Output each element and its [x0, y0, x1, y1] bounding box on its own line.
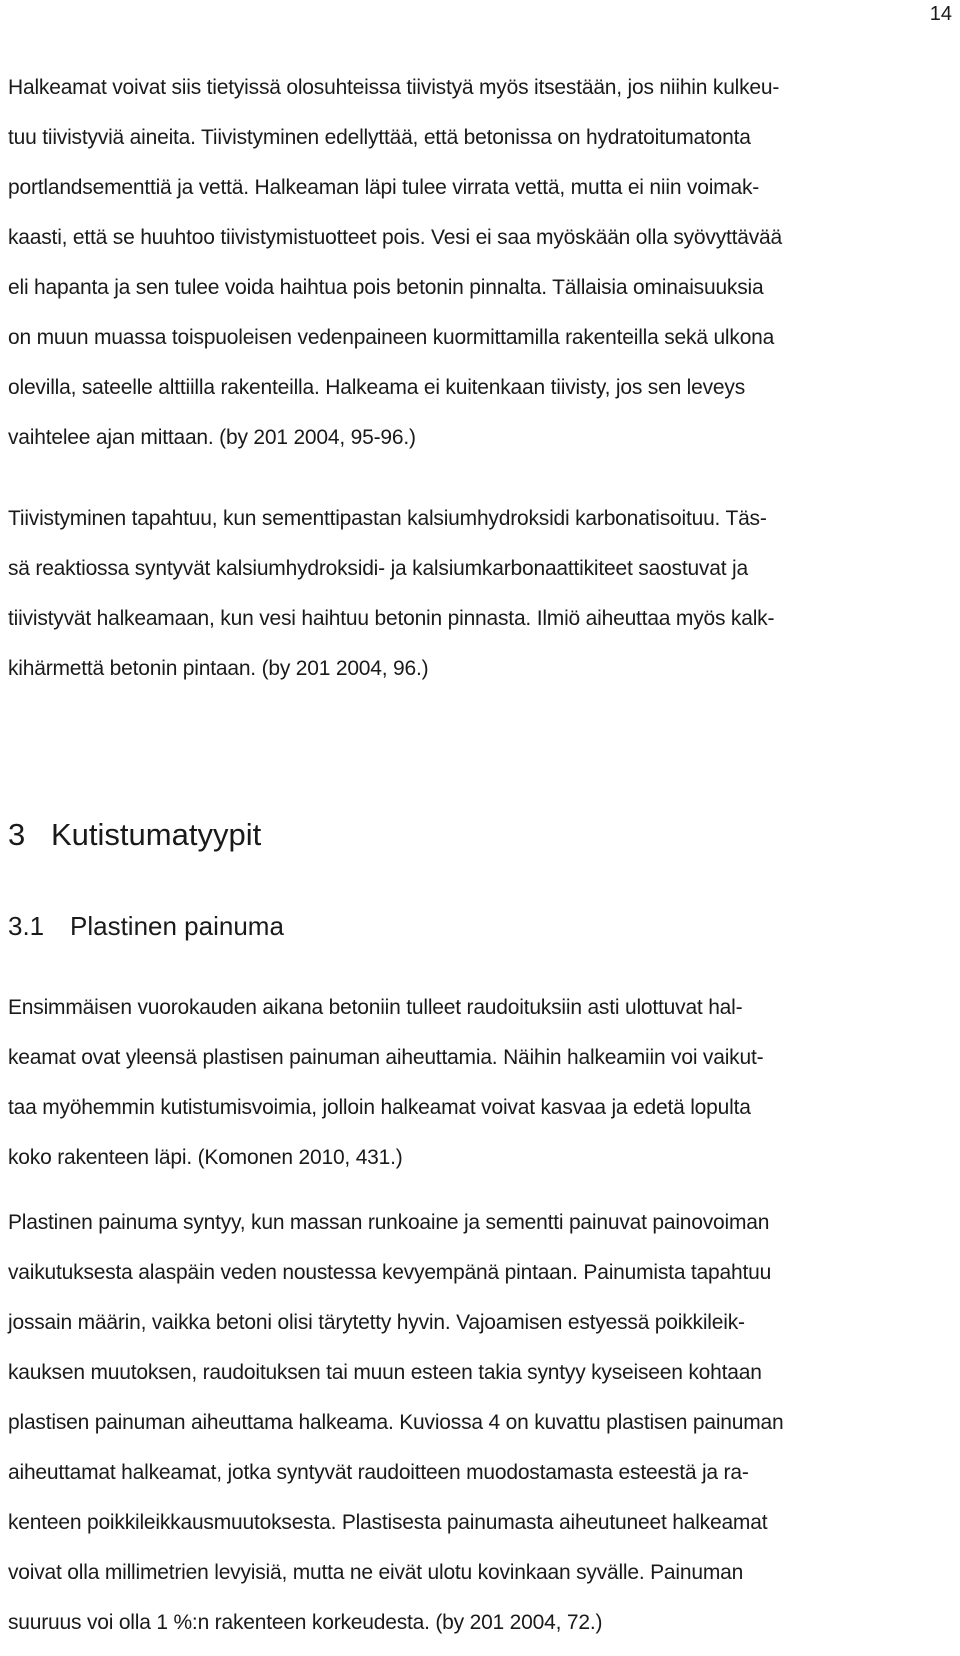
text-line: Tiivistyminen tapahtuu, kun sementtipastan kalsiumhydroksidi karbonatisoituu. Täs- — [8, 507, 767, 530]
text-line: vaikutuksesta alaspäin veden noustessa kevyempänä pintaan. Painumista tapahtuu — [8, 1261, 772, 1284]
paragraph-2 — [8, 494, 774, 694]
section-title: Kutistumatyypit — [51, 817, 262, 852]
subsection-number: 3.1 — [8, 911, 45, 941]
text-line: kihärmettä betonin pintaan. (by 201 2004, 96.) — [8, 657, 429, 680]
text-line: eli hapanta ja sen tulee voida haihtua pois betonin pinnalta. Tällaisia ominaisuuksia — [8, 276, 764, 299]
text-line: Halkeamat voivat siis tietyissä olosuhteissa tiivistyä myös itsestään, jos niihin kulkeu- — [8, 76, 780, 99]
text-line: voivat olla millimetrien levyisiä, mutta ne eivät ulotu kovinkaan syvälle. Painuman — [8, 1561, 744, 1584]
paragraph-1 — [8, 63, 782, 463]
text-line: suuruus voi olla 1 %:n rakenteen korkeudesta. (by 201 2004, 72.) — [8, 1611, 603, 1634]
text-line: olevilla, sateelle alttiilla rakenteilla. Halkeama ei kuitenkaan tiivisty, jos sen leveys — [8, 376, 746, 399]
text-line: kenteen poikkileikkausmuutoksesta. Plastisesta painumasta aiheutuneet halkeamat — [8, 1511, 768, 1534]
subsection-heading — [8, 909, 284, 943]
text-line: on muun muassa toispuoleisen vedenpaineen kuormittamilla rakenteilla sekä ulkona — [8, 326, 775, 349]
section-number: 3 — [8, 817, 26, 852]
paragraph-4 — [8, 1198, 784, 1648]
text-line: sä reaktiossa syntyvät kalsiumhydroksidi- ja kalsiumkarbonaattikiteet saostuvat ja — [8, 557, 748, 580]
text-line: aiheuttamat halkeamat, jotka syntyvät raudoitteen muodostamasta esteestä ja ra- — [8, 1461, 749, 1484]
section-heading — [8, 815, 261, 855]
text-line: kaasti, että se huuhtoo tiivistymistuotteet pois. Vesi ei saa myöskään olla syövyttävää — [8, 226, 783, 249]
text-line: kauksen muutoksen, raudoituksen tai muun esteen takia syntyy kyseiseen kohtaan — [8, 1361, 762, 1384]
text-line: koko rakenteen läpi. (Komonen 2010, 431.) — [8, 1146, 403, 1169]
subsection-title: Plastinen painuma — [70, 911, 284, 941]
text-line: vaihtelee ajan mittaan. (by 201 2004, 95-96.) — [8, 426, 416, 449]
text-line: portlandsementtiä ja vettä. Halkeaman läpi tulee virrata vettä, mutta ei niin voimak- — [8, 176, 760, 199]
paragraph-3 — [8, 983, 763, 1183]
text-line: jossain määrin, vaikka betoni olisi tärytetty hyvin. Vajoamisen estyessä poikkileik- — [8, 1311, 745, 1334]
text-line: tiivistyvät halkeamaan, kun vesi haihtuu betonin pinnasta. Ilmiö aiheuttaa myös kalk- — [8, 607, 775, 630]
text-line: tuu tiivistyviä aineita. Tiivistyminen edellyttää, että betonissa on hydratoitumatonta — [8, 126, 751, 149]
text-line: Ensimmäisen vuorokauden aikana betoniin tulleet raudoituksiin asti ulottuvat hal- — [8, 996, 743, 1019]
page-number: 14 — [929, 3, 952, 25]
text-line: taa myöhemmin kutistumisvoimia, jolloin halkeamat voivat kasvaa ja edetä lopulta — [8, 1096, 751, 1119]
text-line: keamat ovat yleensä plastisen painuman aiheuttamia. Näihin halkeamiin voi vaikut- — [8, 1046, 764, 1069]
text-line: plastisen painuman aiheuttama halkeama. Kuviossa 4 on kuvattu plastisen painuman — [8, 1411, 784, 1434]
text-line: Plastinen painuma syntyy, kun massan runkoaine ja sementti painuvat painovoiman — [8, 1211, 770, 1234]
